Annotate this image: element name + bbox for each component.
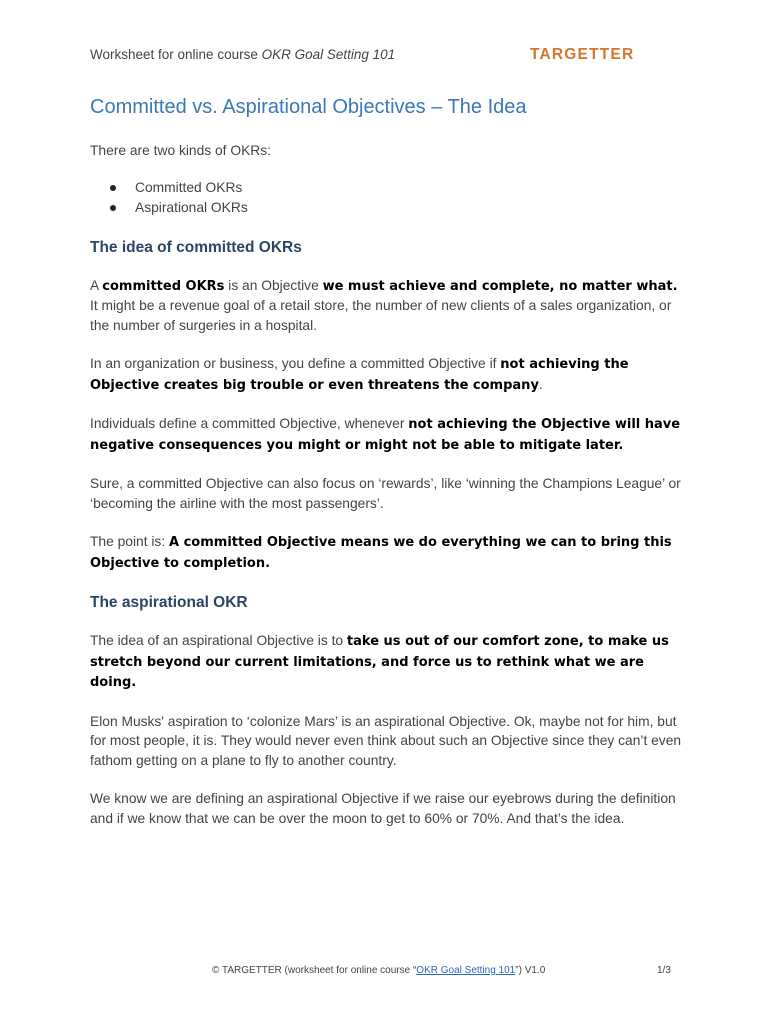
text-span: A xyxy=(90,277,103,293)
committed-heading-prefix: The idea of xyxy=(90,238,177,256)
highlight-span: take us out of our comfort zone, to make us stretch beyond our current limitations, and force us to rethink what we are doing. xyxy=(90,634,669,690)
text-span: In an organization or business, you define a committed Objective if xyxy=(90,356,501,371)
highlight-span: A committed Objective means we do everything we can to bring this Objective to completion. xyxy=(90,535,672,571)
aspirational-heading-prefix: The xyxy=(90,594,122,611)
committed-paragraph-1 xyxy=(90,276,690,336)
list-item: Committed OKRs xyxy=(90,178,690,198)
aspirational-heading xyxy=(90,594,690,612)
highlight-span: not achieving the Objective creates big trouble or even threatens the company xyxy=(90,357,629,393)
page-number: 1/3 xyxy=(657,965,671,976)
document-body xyxy=(90,141,690,828)
text-span: . xyxy=(538,376,543,392)
text-span: It might be a revenue goal of a retail store, the number of new clients of a sales organization, or the number of surgeries in a hospital. xyxy=(90,298,672,333)
header-course-name: OKR Goal Setting 101 xyxy=(261,47,396,62)
footer-text-b: ”) V1.0 xyxy=(515,965,546,976)
committed-paragraph-4: Sure, a committed Objective can also focus on ‘rewards’, like ‘winning the Champions League’ or ‘becoming the airline with the most passengers’. xyxy=(90,476,681,511)
committed-heading-strong: committed OKRs xyxy=(176,238,302,256)
highlight-span: committed OKRs xyxy=(102,278,225,294)
committed-paragraph-2 xyxy=(90,354,690,395)
text-span: is an Objective xyxy=(224,277,323,293)
header-course xyxy=(90,47,395,62)
text-span: The idea of an aspirational Objective is to xyxy=(90,633,347,648)
text-span: The point is: xyxy=(90,534,169,549)
targetter-logo: TARGETTER xyxy=(530,46,635,63)
footer-text-a: © TARGETTER (worksheet for online course “ xyxy=(212,965,417,976)
aspirational-paragraph-3: We know we are defining an aspirational Objective if we raise our eyebrows during the definition and if we know that we can be over the moon to get to 60% or 70%. And that’s the idea. xyxy=(90,791,676,826)
intro-text: There are two kinds of OKRs: xyxy=(90,143,271,158)
committed-paragraph-3 xyxy=(90,414,690,455)
highlight-span: we must achieve and complete, no matter what. xyxy=(322,278,678,294)
header-course-prefix: Worksheet for online course xyxy=(90,47,262,62)
page-title: Committed vs. Aspirational Objectives – The Idea xyxy=(90,96,527,118)
footer-text xyxy=(212,965,545,976)
aspirational-paragraph-2: Elon Musks' aspiration to ‘colonize Mars’ is an aspirational Objective. Ok, maybe not for him, but for most people, it is. They would never even think about such an Objective since they can’t even fathom getting on a plane to fly to another country. xyxy=(90,713,682,768)
committed-heading xyxy=(90,239,690,257)
text-span: Individuals define a committed Objective, whenever xyxy=(90,416,409,431)
aspirational-paragraph-1 xyxy=(90,631,690,693)
highlight-span: not achieving the Objective will have negative consequences you might or might not be able to mitigate later. xyxy=(90,417,681,453)
aspirational-heading-strong: aspirational OKR xyxy=(121,594,248,611)
course-link[interactable]: OKR Goal Setting 101 xyxy=(416,965,516,976)
list-item: Aspirational OKRs xyxy=(90,198,690,218)
okr-kinds-list xyxy=(90,178,690,218)
committed-paragraph-5 xyxy=(90,532,690,573)
